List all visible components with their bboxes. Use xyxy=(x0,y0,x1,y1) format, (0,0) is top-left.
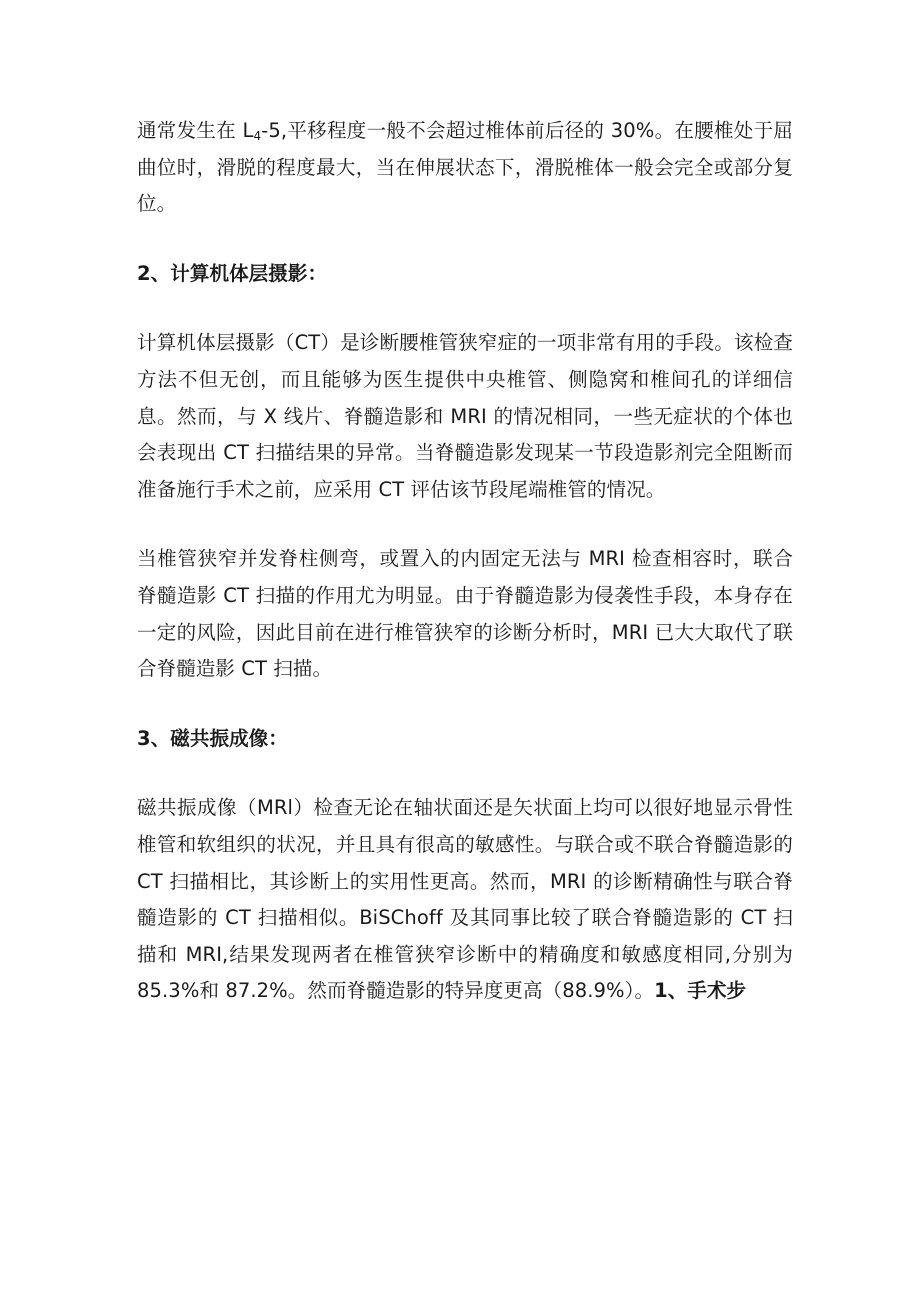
section-heading-mri: 3、磁共振成像： xyxy=(137,726,288,750)
paragraph-text-after-subscript: -5,平移程度一般不会超过椎体前后径的 30%。在腰椎处于屈曲位时，滑脱的程度最大，当在伸展状态下，滑脱椎体一般会完全或部分复位。 xyxy=(137,119,793,216)
paragraph-mri-description xyxy=(137,790,793,1010)
subscript-vertebra-number: 4 xyxy=(253,129,262,143)
paragraph-ct-description: 计算机体层摄影（CT）是诊断腰椎管狭窄症的一项非常有用的手段。该检查方法不但无创，而且能够为医生提供中央椎管、侧隐窝和椎间孔的详细信息。然而，与 X 线片、脊髓造影和 MRI 的情况相同，一些无症状的个体也会表现出 CT 扫描结果的异常。当脊髓造影发现某一节段造影剂完全阻断而准备施行手术之前，应采用 CT 评估该节段尾端椎管的情况。 xyxy=(137,331,793,501)
inline-heading-surgery-steps: 1、手术步 xyxy=(654,979,747,1003)
paragraph-mri-text: 磁共振成像（MRl）检查无论在轴状面还是矢状面上均可以很好地显示骨性椎管和软组织的状况，并且具有很高的敏感性。与联合或不联合脊髓造影的 CT 扫描相比，其诊断上的实用性更高。然而，MRI 的诊断精确性与联合脊髓造影的 CT 扫描相似。BiSChoff 及其同事比较了联合脊髓造影的 CT 扫描和 MRI,结果发现两者在椎管狭窄诊断中的精确度和敏感度相同,分别为 85.3%和 87.2%。然而脊髓造影的特异度更高（88.9%）。 xyxy=(137,796,793,1003)
paragraph-text-before-subscript: 通常发生在 L xyxy=(137,119,254,142)
paragraph-spondylolisthesis xyxy=(137,113,793,223)
paragraph-ct-myelography: 当椎管狭窄并发脊柱侧弯，或置入的内固定无法与 MRI 检查相容时，联合脊髓造影 CT 扫描的作用尤为明显。由于脊髓造影为侵袭性手段，本身存在一定的风险，因此目前在进行椎管狭窄的诊断分析时，MRI 已大大取代了联合脊髓造影 CT 扫描。 xyxy=(137,547,793,681)
document-page xyxy=(137,113,793,1043)
section-heading-ct: 2、计算机体层摄影： xyxy=(137,261,328,285)
